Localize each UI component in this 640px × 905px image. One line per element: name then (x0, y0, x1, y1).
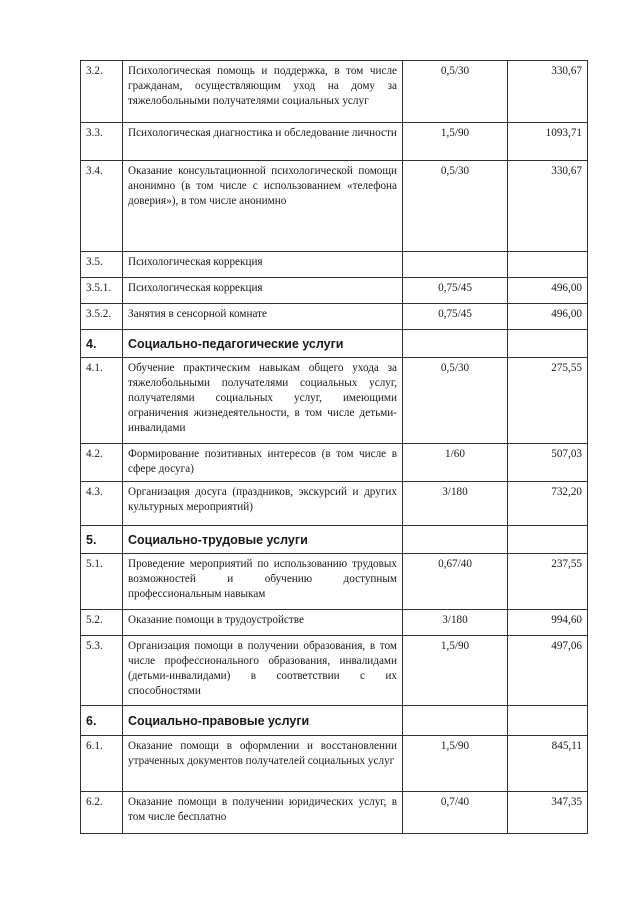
row-number: 3.5.1. (81, 278, 123, 304)
time-norm: 0,5/30 (403, 358, 508, 444)
time-norm (403, 706, 508, 736)
row-number: 4.1. (81, 358, 123, 444)
tariff-value: 507,03 (508, 444, 588, 482)
row-number: 6.1. (81, 736, 123, 792)
table-row (81, 792, 588, 834)
table-row (81, 358, 588, 444)
section-number: 4. (81, 330, 123, 358)
table-row (81, 278, 588, 304)
time-norm (403, 330, 508, 358)
service-description: Занятия в сенсорной комнате (123, 304, 403, 330)
services-table (80, 60, 588, 834)
table-row (81, 610, 588, 636)
tariff-value: 237,55 (508, 554, 588, 610)
tariff-value: 496,00 (508, 278, 588, 304)
section-title: Социально-правовые услуги (123, 706, 403, 736)
time-norm (403, 252, 508, 278)
tariff-value: 845,11 (508, 736, 588, 792)
tariff-value: 732,20 (508, 482, 588, 526)
row-number: 4.3. (81, 482, 123, 526)
time-norm: 0,5/30 (403, 61, 508, 123)
time-norm: 1,5/90 (403, 736, 508, 792)
time-norm: 0,7/40 (403, 792, 508, 834)
tariff-value (508, 526, 588, 554)
table-row (81, 444, 588, 482)
row-number: 3.2. (81, 61, 123, 123)
table-row (81, 161, 588, 252)
section-number: 5. (81, 526, 123, 554)
tariff-value: 330,67 (508, 161, 588, 252)
service-description: Оказание помощи в получении юридических услуг, в том числе бесплатно (123, 792, 403, 834)
service-description: Психологическая коррекция (123, 252, 403, 278)
section-title: Социально-трудовые услуги (123, 526, 403, 554)
tariff-value (508, 330, 588, 358)
service-description: Организация досуга (праздников, экскурсий и других культурных мероприятий) (123, 482, 403, 526)
section-header-row (81, 330, 588, 358)
time-norm: 0,67/40 (403, 554, 508, 610)
section-header-row (81, 526, 588, 554)
section-title: Социально-педагогические услуги (123, 330, 403, 358)
service-description: Психологическая коррекция (123, 278, 403, 304)
time-norm: 3/180 (403, 482, 508, 526)
table-row (81, 304, 588, 330)
row-number: 3.5.2. (81, 304, 123, 330)
time-norm: 0,75/45 (403, 304, 508, 330)
tariff-value (508, 252, 588, 278)
time-norm: 1,5/90 (403, 123, 508, 161)
row-number: 3.4. (81, 161, 123, 252)
service-description: Оказание консультационной психологической помощи анонимно (в том числе с использованием «телефона доверия»), в том числе анонимно (123, 161, 403, 252)
row-number: 5.3. (81, 636, 123, 706)
table-row (81, 554, 588, 610)
service-description: Психологическая диагностика и обследование личности (123, 123, 403, 161)
section-number: 6. (81, 706, 123, 736)
section-header-row (81, 706, 588, 736)
time-norm: 1,5/90 (403, 636, 508, 706)
table-row (81, 252, 588, 278)
service-description: Проведение мероприятий по использованию трудовых возможностей и обучению доступным профессиональным навыкам (123, 554, 403, 610)
tariff-value: 275,55 (508, 358, 588, 444)
service-description: Формирование позитивных интересов (в том числе в сфере досуга) (123, 444, 403, 482)
service-description: Организация помощи в получении образования, в том числе профессионального образования, инвалидами (детьми-инвалидами) в соответствии с их способностями (123, 636, 403, 706)
table-row (81, 736, 588, 792)
service-description: Психологическая помощь и поддержка, в том числе гражданам, осуществляющим уход на дому за тяжелобольными получателями социальных услуг (123, 61, 403, 123)
time-norm: 3/180 (403, 610, 508, 636)
tariff-value: 1093,71 (508, 123, 588, 161)
table-row (81, 61, 588, 123)
row-number: 3.3. (81, 123, 123, 161)
service-description: Оказание помощи в оформлении и восстановлении утраченных документов получателей социальных услуг (123, 736, 403, 792)
tariff-value: 347,35 (508, 792, 588, 834)
time-norm (403, 526, 508, 554)
time-norm: 1/60 (403, 444, 508, 482)
time-norm: 0,5/30 (403, 161, 508, 252)
table-row (81, 482, 588, 526)
tariff-value: 497,06 (508, 636, 588, 706)
row-number: 5.2. (81, 610, 123, 636)
tariff-value: 994,60 (508, 610, 588, 636)
table-row (81, 636, 588, 706)
service-description: Обучение практическим навыкам общего ухода за тяжелобольными получателями социальных услуг, получателями социальных услуг, имеющими ограничения жизнедеятельности, в том числе детьми-инвалидами (123, 358, 403, 444)
time-norm: 0,75/45 (403, 278, 508, 304)
tariff-value: 330,67 (508, 61, 588, 123)
services-table-body (81, 61, 588, 834)
row-number: 3.5. (81, 252, 123, 278)
table-row (81, 123, 588, 161)
row-number: 5.1. (81, 554, 123, 610)
tariff-value: 496,00 (508, 304, 588, 330)
tariff-value (508, 706, 588, 736)
row-number: 4.2. (81, 444, 123, 482)
service-description: Оказание помощи в трудоустройстве (123, 610, 403, 636)
row-number: 6.2. (81, 792, 123, 834)
